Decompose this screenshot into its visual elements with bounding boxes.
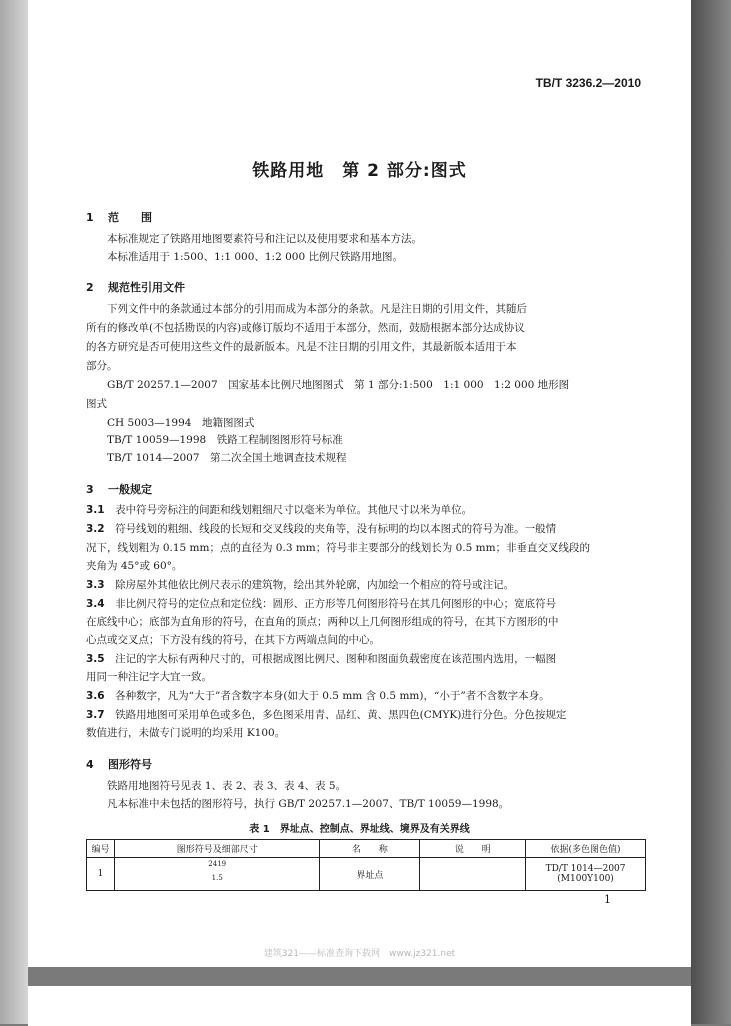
section-2-line-1: 下列文件中的条款通过本部分的引用而成为本部分的条款。凡是注日期的引用文件，其随后 [107, 303, 527, 315]
basis-line-1: TD/T 1014—2007 [545, 864, 626, 874]
section-2-heading: 2 规范性引用文件 [86, 281, 185, 294]
col-header-name: 名 称 [320, 840, 420, 858]
clause-3-4-line-3: 心点或交叉点；下方没有线的符号，在其下方两端点间的中心。 [86, 634, 380, 646]
document-title: 铁路用地 第 2 部分:图式 [252, 161, 467, 181]
reference-1-cont: 图式 [86, 398, 107, 410]
section-1-heading: 1 范 围 [86, 211, 152, 224]
clause-3-5-line-2: 用同一种注记字大宜一致。 [86, 671, 212, 683]
table-1-caption: 表 1 界址点、控制点、界址线、境界及有关界线 [249, 824, 470, 835]
watermark: 建筑321——标准查询下载网 www.jz321.net [263, 949, 456, 959]
section-2-line-4: 部分。 [86, 360, 118, 372]
cell-id: 1 [87, 858, 115, 891]
cell-name: 界址点 [320, 858, 420, 891]
scrollbar-shade [691, 0, 731, 1024]
clause-3-4: 3.4 非比例尺符号的定位点和定位线：圆形、正方形等几何图形符号在其几何图形的中心；宽底符号 [86, 598, 557, 610]
col-header-symbol: 图形符号及细部尺寸 [114, 840, 320, 858]
table-1 [86, 839, 646, 891]
table-header-row [87, 840, 646, 858]
col-header-id: 编号 [87, 840, 115, 858]
standard-number: TB/T 3236.2—2010 [535, 76, 641, 90]
cell-basis [526, 858, 646, 891]
reference-2: CH 5003—1994 地籍图图式 [107, 417, 255, 429]
section-3-heading: 3 一般规定 [86, 483, 152, 496]
clause-3-2-line-3: 夹角为 45°或 60°。 [86, 560, 183, 572]
section-4-heading: 4 图形符号 [86, 758, 152, 771]
section-2-line-3: 的各方研究是否可使用这些文件的最新版本。凡是不注日期的引用文件，其最新版本适用于本 [86, 341, 517, 353]
symbol-dim-top: 2419 [208, 860, 227, 868]
section-1-para-1: 本标准规定了铁路用地图要素符号和注记以及使用要求和基本方法。 [107, 233, 422, 245]
clause-3-5: 3.5 注记的字大标有两种尺寸的，可根据成图比例尺、图种和图面负载密度在该范围内选用，一幅图 [86, 653, 557, 665]
section-1-para-2: 本标准适用于 1:500、1:1 000、1:2 000 比例尺铁路用地图。 [107, 251, 403, 263]
cell-note [420, 858, 526, 891]
cell-symbol [114, 858, 320, 891]
symbol-dim-bottom: 1.5 [211, 874, 223, 882]
section-4-para-1: 铁路用地图符号见表 1、表 2、表 3、表 4、表 5。 [107, 780, 347, 792]
left-margin-shade [0, 0, 28, 1024]
next-page-edge [28, 986, 691, 1026]
basis-line-2: (M100Y100) [557, 874, 614, 884]
table-row [87, 858, 646, 891]
clause-3-7: 3.7 铁路用地图可采用单色或多色，多色图采用青、品红、黄、黑四色(CMYK)进行分色。分色按规定 [86, 709, 567, 721]
section-2-line-2: 所有的修改单(不包括勘误的内容)或修订版均不适用于本部分，然而，鼓励根据本部分达成协议 [86, 322, 525, 334]
col-header-basis: 依据(多色图色值) [526, 840, 646, 858]
section-4-para-2: 凡本标准中未包括的图形符号，执行 GB/T 20257.1—2007、TB/T 10059—1998。 [107, 798, 510, 810]
boundary-point-symbol [119, 860, 316, 888]
clause-3-7-line-2: 数值进行，未做专门说明的均采用 K100。 [86, 727, 286, 739]
document-page [28, 0, 691, 967]
clause-3-2: 3.2 符号线划的粗细、线段的长短和交叉线段的夹角等，没有标明的均以本图式的符号为准。一般情 [86, 523, 557, 535]
clause-3-3: 3.3 除房屋外其他依比例尺表示的建筑物，绘出其外轮廓，内加绘一个相应的符号或注记。 [86, 579, 515, 591]
clause-3-4-line-2: 在底线中心；底部为直角形的符号，在直角的顶点；两种以上几何图形组成的符号，在其下方图形的中 [86, 616, 559, 628]
clause-3-1: 3.1 表中符号旁标注的间距和线划粗细尺寸以毫米为单位。其他尺寸以米为单位。 [86, 504, 473, 516]
page-number: 1 [604, 893, 611, 906]
reference-4: TB/T 1014—2007 第二次全国土地调查技术规程 [107, 452, 347, 464]
col-header-note: 说 明 [420, 840, 526, 858]
clause-3-2-line-2: 况下，线划粗为 0.15 mm；点的直径为 0.3 mm；符号非主要部分的线划长为 0.5 mm；非垂直交叉线段的 [86, 542, 591, 554]
reference-1: GB/T 20257.1—2007 国家基本比例尺地图图式 第 1 部分:1:500 1:1 000 1:2 000 地形图 [107, 379, 570, 391]
clause-3-6: 3.6 各种数字，凡为“大于”者含数字本身(如大于 0.5 mm 含 0.5 mm)，“小于”者不含数字本身。 [86, 690, 550, 702]
reference-3: TB/T 10059—1998 铁路工程制图图形符号标准 [107, 434, 343, 446]
